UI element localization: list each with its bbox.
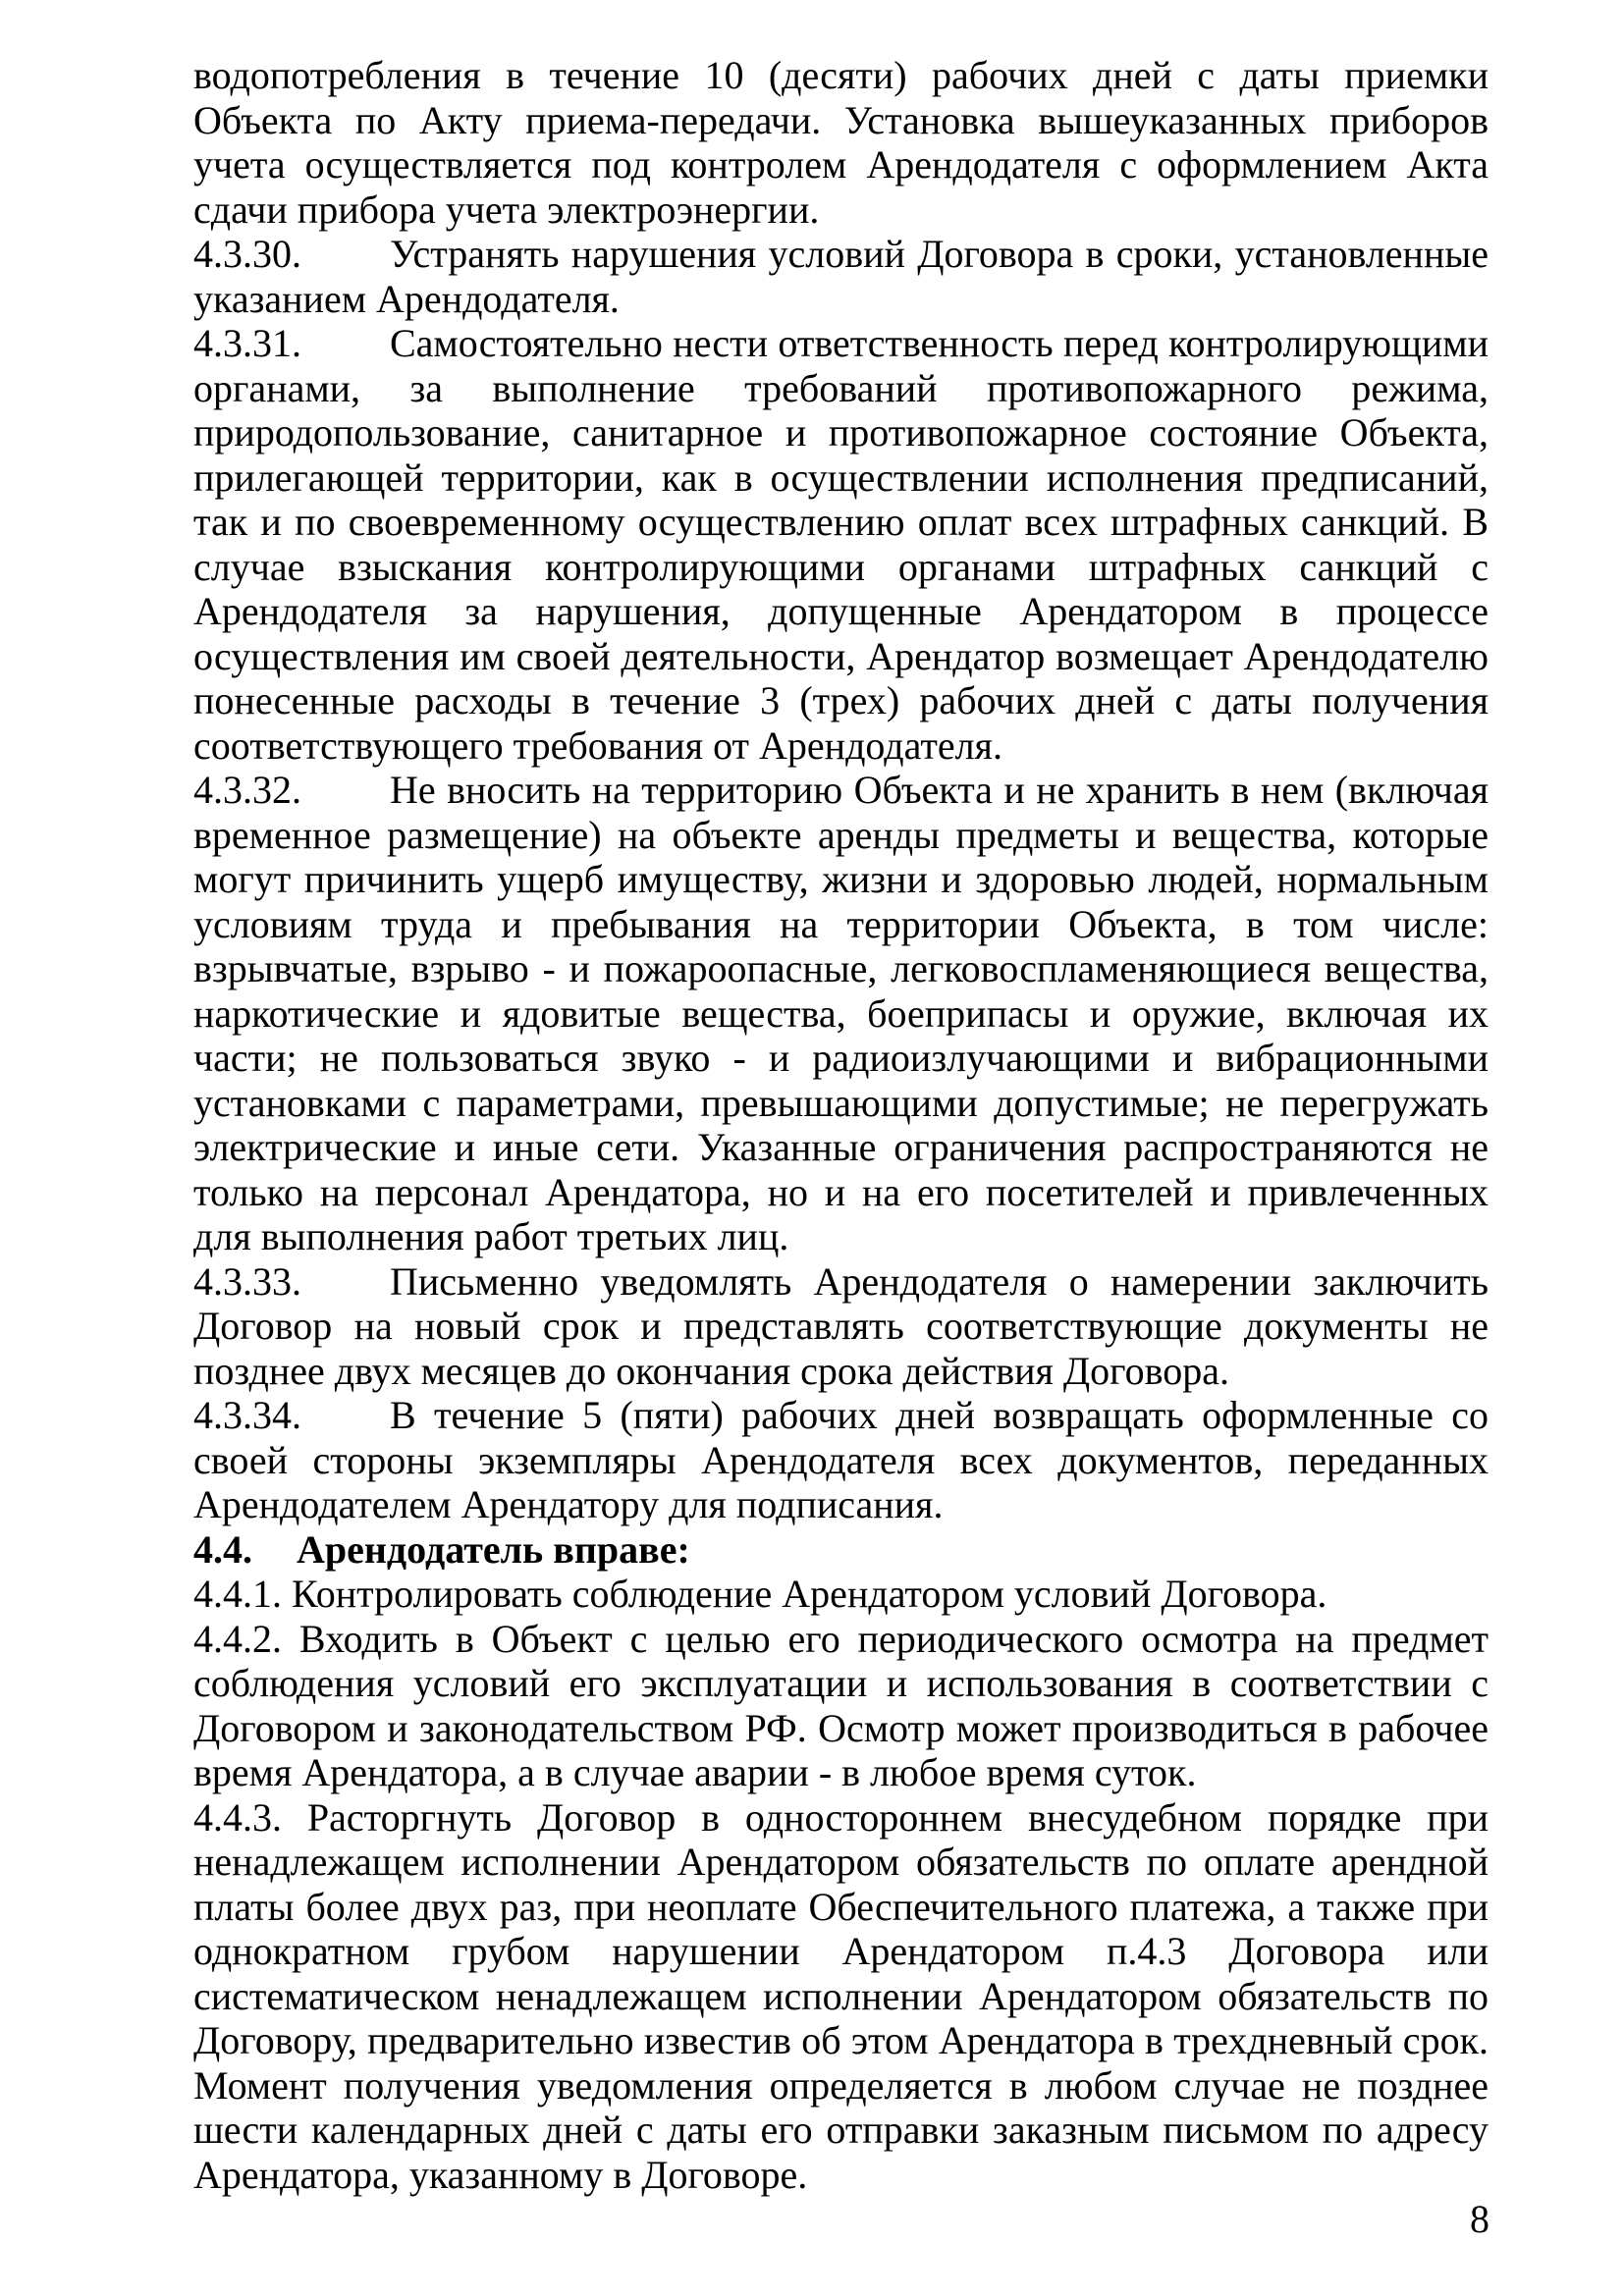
clause-text: 4.4.1. Контролировать соблюдение Арендатором условий Договора. <box>193 1572 1327 1616</box>
clause-number: 4.3.30. <box>193 232 301 276</box>
clause-text: Самостоятельно нести ответственность перед контролирующими органами, за выполнение требований противопожарного режима, природопользование, санитарное и противопожарное состояние Объекта, прилегающей территории, как в осуществлении исполнения предписаний, так и по своевременному осуществлению оплат всех штрафных санкций. В случае взыскания контролирующими органами штрафных санкций с Арендодателя за нарушения, допущенные Арендатором в процессе осуществления им своей деятельности, Арендатор возмещает Арендодателю понесенные расходы в течение 3 (трех) рабочих дней с даты получения соответствующего требования от Арендодателя. <box>193 321 1489 768</box>
clause-text: 4.4.2. Входить в Объект с целью его периодического осмотра на предмет соблюдения условий его эксплуатации и использования в соответствии с Договором и законодательством РФ. Осмотр может производиться в рабочее время Арендатора, а в случае аварии - в любое время суток. <box>193 1616 1489 1794</box>
clause-text: Арендодатель вправе: <box>297 1526 690 1572</box>
clause-number: 4.3.34. <box>193 1393 301 1437</box>
clause-number: 4.3.32. <box>193 768 301 812</box>
clause-text: водопотребления в течение 10 (десяти) рабочих дней с даты приемки Объекта по Акту приема-передачи. Установка вышеуказанных приборов учета осуществляется под контролем Арендодателя с оформлением Акта сдачи прибора учета электроэнергии. <box>193 53 1489 232</box>
clause-text: Устранять нарушения условий Договора в сроки, установленные указанием Арендодателя. <box>193 232 1489 321</box>
paragraph-4-3-34 <box>193 1393 1489 1527</box>
clause-text: 4.4.3. Расторгнуть Договор в одностороннем внесудебном порядке при ненадлежащем исполнении Арендатором обязательств по оплате арендной платы более двух раз, при неоплате Обеспечительного платежа, а также при однократном грубом нарушении Арендатором п.4.3 Договора или систематическом ненадлежащем исполнении Арендатором обязательств по Договору, предварительно известив об этом Арендатора в трехдневный срок. Момент получения уведомления определяется в любом случае не позднее шести календарных дней с даты его отправки заказным письмом по адресу Арендатора, указанному в Договоре. <box>193 1794 1489 2197</box>
clause-number: 4.3.33. <box>193 1258 301 1304</box>
clause-number: 4.3.31. <box>193 321 301 365</box>
paragraph-continuation <box>193 53 1489 232</box>
clause-text: Письменно уведомлять Арендодателя о намерении заключить Договор на новый срок и представлять соответствующие документы не позднее двух месяцев до окончания срока действия Договора. <box>193 1258 1489 1393</box>
paragraph-4-4-3 <box>193 1795 1489 2198</box>
document-body <box>193 53 1489 2197</box>
paragraph-4-3-31 <box>193 321 1489 768</box>
paragraph-4-3-33 <box>193 1259 1489 1394</box>
page-number: 8 <box>1470 2197 1489 2241</box>
paragraph-4-4-1 <box>193 1572 1489 1617</box>
section-heading-4-4 <box>193 1527 1489 1573</box>
paragraph-4-3-32 <box>193 768 1489 1259</box>
clause-text: Не вносить на территорию Объекта и не хранить в нем (включая временное размещение) на объекте аренды предметы и вещества, которые могут причинить ущерб имуществу, жизни и здоровью людей, нормальным условиям труда и пребывания на территории Объекта, в том числе: взрывчатые, взрыво - и пожароопасные, легковоспламеняющиеся вещества, наркотические и ядовитые вещества, боеприпасы и оружие, включая их части; не пользоваться звуко - и радиоизлучающими и вибрационными установками с параметрами, превышающими допустимые; не перегружать электрические и иные сети. Указанные ограничения распространяются не только на персонал Арендатора, но и на его посетителей и привлеченных для выполнения работ третьих лиц. <box>193 768 1489 1258</box>
paragraph-4-3-30 <box>193 232 1489 321</box>
paragraph-4-4-2 <box>193 1617 1489 1795</box>
clause-text: В течение 5 (пяти) рабочих дней возвращать оформленные со своей стороны экземпляры Арендодателя всех документов, переданных Арендодателем Арендатору для подписания. <box>193 1393 1489 1526</box>
clause-number: 4.4. <box>193 1526 252 1572</box>
